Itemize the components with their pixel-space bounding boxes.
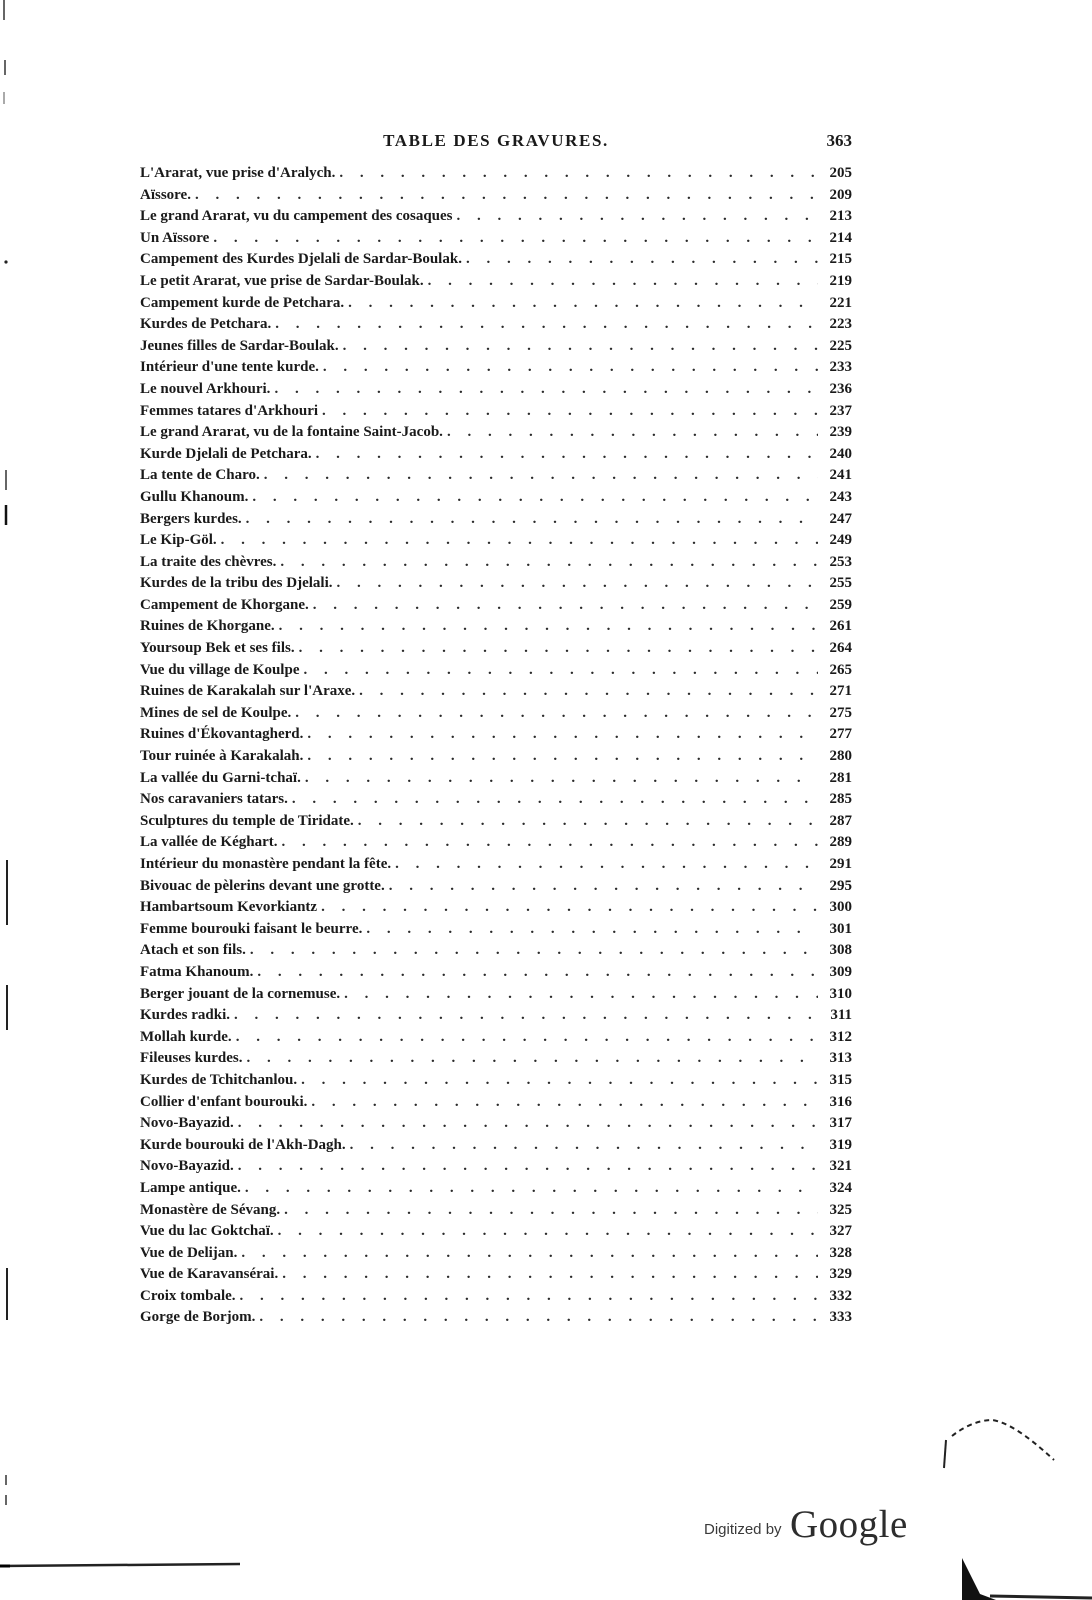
toc-entry [140,1070,852,1092]
entry-title: Vue du lac Goktchaï. [140,1223,274,1240]
entry-title: Ruines de Khorgane. [140,618,275,635]
leader-dots [295,703,818,725]
entry-title: Berger jouant de la cornemuse. [140,985,341,1002]
toc-entry [140,379,852,401]
entry-page-number: 240 [829,445,852,462]
toc-entry [140,422,852,444]
leader-dots [221,530,818,552]
entry-title: Aïssore. [140,186,191,203]
entry-title: Tour ruinée à Karakalah. [140,748,304,765]
toc-entry [140,724,852,746]
entry-title: Ruines de Karakalah sur l'Araxe. [140,683,356,700]
leader-dots [339,163,818,185]
leader-dots [247,1048,818,1070]
leader-dots [279,616,818,638]
leader-dots [466,249,818,271]
toc-entry [140,271,852,293]
leader-dots [358,811,818,833]
leader-dots [250,940,818,962]
entry-page-number: 327 [829,1223,852,1240]
entry-page-number: 319 [829,1136,852,1153]
entry-page-number: 253 [829,553,852,570]
toc-entry [140,962,852,984]
entry-page-number: 225 [829,337,852,354]
toc-entry [140,465,852,487]
toc-entry [140,401,852,423]
entry-title: Sculptures du temple de Tiridate. [140,812,354,829]
entry-page-number: 219 [829,272,852,289]
entry-title: Le grand Ararat, vu du campement des cosaques [140,208,453,225]
entry-title: Le petit Ararat, vue prise de Sardar-Boulak. [140,272,424,289]
entry-title: La traite des chèvres. [140,553,277,570]
toc-entry [140,811,852,833]
leader-dots [195,185,818,207]
toc-entry [140,206,852,228]
entry-page-number: 261 [829,618,852,635]
toc-entry [140,681,852,703]
leader-dots [359,681,818,703]
entry-page-number: 301 [829,920,852,937]
entry-title: Kurdes de la tribu des Djelali. [140,575,333,592]
leader-dots [322,401,818,423]
entry-page-number: 287 [829,812,852,829]
entry-title: Intérieur d'une tente kurde. [140,359,319,376]
leader-dots [275,314,818,336]
toc-entry [140,509,852,531]
entry-page-number: 259 [829,596,852,613]
entry-page-number: 289 [829,834,852,851]
toc-entry [140,703,852,725]
entry-page-number: 265 [829,661,852,678]
leader-dots [344,984,818,1006]
entry-page-number: 213 [829,208,852,225]
entry-page-number: 277 [829,726,852,743]
toc-entry [140,1027,852,1049]
entry-title: Vue de Karavansérai. [140,1266,279,1283]
entry-page-number: 215 [829,251,852,268]
entry-page-number: 275 [829,704,852,721]
entry-title: Un Aïssore [140,229,210,246]
entry-page-number: 249 [829,532,852,549]
toc-entry [140,1221,852,1243]
google-logo: Google [790,1503,908,1546]
entry-title: Atach et son fils. [140,942,246,959]
leader-dots [323,357,818,379]
leader-dots [259,1307,818,1329]
toc-entry [140,293,852,315]
entry-page-number: 239 [829,424,852,441]
entry-page-number: 271 [829,683,852,700]
leader-dots [303,660,818,682]
toc-entry [140,789,852,811]
entry-page-number: 205 [829,165,852,181]
entry-title: Kurde bourouki de l'Akh-Dagh. [140,1136,346,1153]
entry-page-number: 281 [829,769,852,786]
toc-entry [140,552,852,574]
toc-entry [140,660,852,682]
entry-title: Campement kurde de Petchara. [140,294,345,311]
leader-dots [337,573,818,595]
leader-dots [307,724,818,746]
entry-page-number: 223 [829,316,852,333]
leader-dots [245,1178,818,1200]
entry-page-number: 280 [829,748,852,765]
entry-title: Mines de sel de Koulpe. [140,704,292,721]
toc-entry [140,854,852,876]
entry-page-number: 236 [829,380,852,397]
entry-page-number: 324 [829,1179,852,1196]
entry-page-number: 241 [829,467,852,484]
entry-title: Gullu Khanoum. [140,488,249,505]
entry-title: Collier d'enfant bourouki. [140,1093,308,1110]
entry-page-number: 317 [829,1115,852,1132]
table-of-engravings [140,163,852,1329]
scan-bottom-edge [0,1556,1092,1600]
entry-title: Yoursoup Bek et ses fils. [140,640,295,657]
toc-entry [140,530,852,552]
entry-page-number: 255 [829,575,852,592]
entry-title: Mollah kurde. [140,1028,232,1045]
toc-entry [140,573,852,595]
leader-dots [447,422,818,444]
entry-page-number: 247 [829,510,852,527]
entry-title: Vue de Delijan. [140,1244,238,1261]
leader-dots [311,1092,818,1114]
toc-entry [140,919,852,941]
leader-dots [236,1027,818,1049]
leader-dots [238,1113,818,1135]
toc-entry [140,1156,852,1178]
entry-title: Fileuses kurdes. [140,1050,243,1067]
toc-entry [140,595,852,617]
leader-dots [278,1221,818,1243]
entry-page-number: 309 [829,963,852,980]
entry-title: Monastère de Sévang. [140,1201,281,1218]
entry-page-number: 333 [829,1309,852,1326]
entry-page-number: 209 [829,186,852,203]
entry-title: Le nouvel Arkhouri. [140,380,271,397]
entry-title: Kurde Djelali de Petchara. [140,445,312,462]
entry-title: Novo-Bayazid. [140,1158,234,1175]
entry-title: La vallée de Kéghart. [140,834,278,851]
entry-title: Vue du village de Koulpe [140,661,300,678]
leader-dots [213,228,818,250]
entry-title: Jeunes filles de Sardar-Boulak. [140,337,339,354]
entry-title: Kurdes radki. [140,1007,231,1024]
leader-dots [307,746,818,768]
toc-entry [140,487,852,509]
entry-page-number: 316 [829,1093,852,1110]
entry-page-number: 243 [829,488,852,505]
toc-entry [140,1243,852,1265]
leader-dots [313,595,818,617]
toc-entry [140,228,852,250]
toc-entry [140,1178,852,1200]
leader-dots [343,336,818,358]
toc-entry [140,1200,852,1222]
entry-title: Hambartsoum Kevorkiantz [140,899,318,916]
leader-dots [299,638,818,660]
scan-edge-marks [0,0,14,1600]
leader-dots [257,962,818,984]
entry-title: Campement des Kurdes Djelali de Sardar-Boulak. [140,251,462,268]
leader-dots [238,1156,818,1178]
toc-entry [140,1135,852,1157]
entry-title: Ruines d'Ékovantagherd. [140,726,304,743]
leader-dots [305,768,818,790]
entry-page-number: 291 [829,856,852,872]
leader-dots [292,789,818,811]
leader-dots [350,1135,818,1157]
entry-page-number: 311 [830,1007,852,1024]
toc-entry [140,1113,852,1135]
entry-title: Nos caravaniers tatars. [140,791,288,808]
digitized-by-google-watermark [704,1502,934,1548]
entry-page-number: 312 [829,1028,852,1045]
leader-dots [241,1243,818,1265]
running-head [140,131,852,155]
entry-title: Novo-Bayazid. [140,1115,234,1132]
entry-title: Bivouac de pèlerins devant une grotte. [140,877,385,894]
entry-page-number: 221 [829,294,852,311]
page-title: TABLE DES GRAVURES. [383,131,609,150]
entry-page-number: 300 [829,899,852,916]
entry-title: La vallée du Garni-tchaï. [140,769,301,786]
toc-entry [140,1092,852,1114]
toc-entry [140,336,852,358]
leader-dots [282,1264,818,1286]
toc-entry [140,314,852,336]
entry-page-number: 329 [829,1266,852,1283]
page-corner-mark [932,1410,1072,1480]
toc-entry [140,357,852,379]
leader-dots [240,1286,818,1308]
entry-page-number: 233 [829,359,852,376]
entry-title: Kurdes de Tchitchanlou. [140,1071,298,1088]
entry-page-number: 214 [829,229,852,246]
toc-entry [140,1286,852,1308]
leader-dots [395,854,818,876]
leader-dots [280,552,818,574]
entry-page-number: 295 [829,877,852,894]
leader-dots [284,1200,818,1222]
entry-title: La tente de Charo. [140,467,260,484]
entry-title: Femme bourouki faisant le beurre. [140,920,363,937]
entry-page-number: 315 [829,1071,852,1088]
entry-title: Croix tombale. [140,1287,236,1304]
toc-entry [140,768,852,790]
leader-dots [234,1005,818,1027]
toc-entry [140,163,852,185]
entry-page-number: 310 [829,985,852,1002]
leader-dots [457,206,818,228]
digitized-by-label: Digitized by [704,1521,782,1538]
toc-entry [140,1307,852,1329]
toc-entry [140,249,852,271]
leader-dots [274,379,818,401]
entry-page-number: 321 [829,1158,852,1175]
leader-dots [264,465,818,487]
leader-dots [246,509,818,531]
page-number: 363 [826,131,852,150]
entry-title: Intérieur du monastère pendant la fête. [140,856,392,872]
toc-entry [140,940,852,962]
leader-dots [366,919,818,941]
entry-title: Bergers kurdes. [140,510,242,527]
leader-dots [301,1070,818,1092]
leader-dots [428,271,818,293]
toc-entry [140,444,852,466]
entry-title: Fatma Khanoum. [140,963,254,980]
toc-entry [140,1048,852,1070]
entry-page-number: 285 [829,791,852,808]
leader-dots [348,293,818,315]
entry-page-number: 328 [829,1244,852,1261]
toc-entry [140,1005,852,1027]
leader-dots [252,487,818,509]
entry-page-number: 313 [829,1050,852,1067]
leader-dots [316,444,818,466]
toc-entry [140,185,852,207]
toc-entry [140,832,852,854]
entry-title: Kurdes de Petchara. [140,316,272,333]
toc-entry [140,984,852,1006]
leader-dots [389,876,818,898]
toc-entry [140,746,852,768]
leader-dots [281,832,818,854]
entry-title: Le Kip-Göl. [140,532,217,549]
entry-page-number: 332 [829,1287,852,1304]
toc-entry [140,897,852,919]
entry-title: Femmes tatares d'Arkhouri [140,402,319,419]
toc-entry [140,616,852,638]
entry-title: Campement de Khorgane. [140,596,309,613]
entry-title: L'Ararat, vue prise d'Aralych. [140,165,336,181]
toc-entry [140,876,852,898]
toc-entry [140,638,852,660]
entry-title: Lampe antique. [140,1179,241,1196]
entry-page-number: 325 [829,1201,852,1218]
leader-dots [321,897,818,919]
entry-title: Gorge de Borjom. [140,1309,256,1326]
entry-title: Le grand Ararat, vu de la fontaine Saint-Jacob. [140,424,443,441]
entry-page-number: 264 [829,640,852,657]
entry-page-number: 308 [829,942,852,959]
entry-page-number: 237 [829,402,852,419]
toc-entry [140,1264,852,1286]
